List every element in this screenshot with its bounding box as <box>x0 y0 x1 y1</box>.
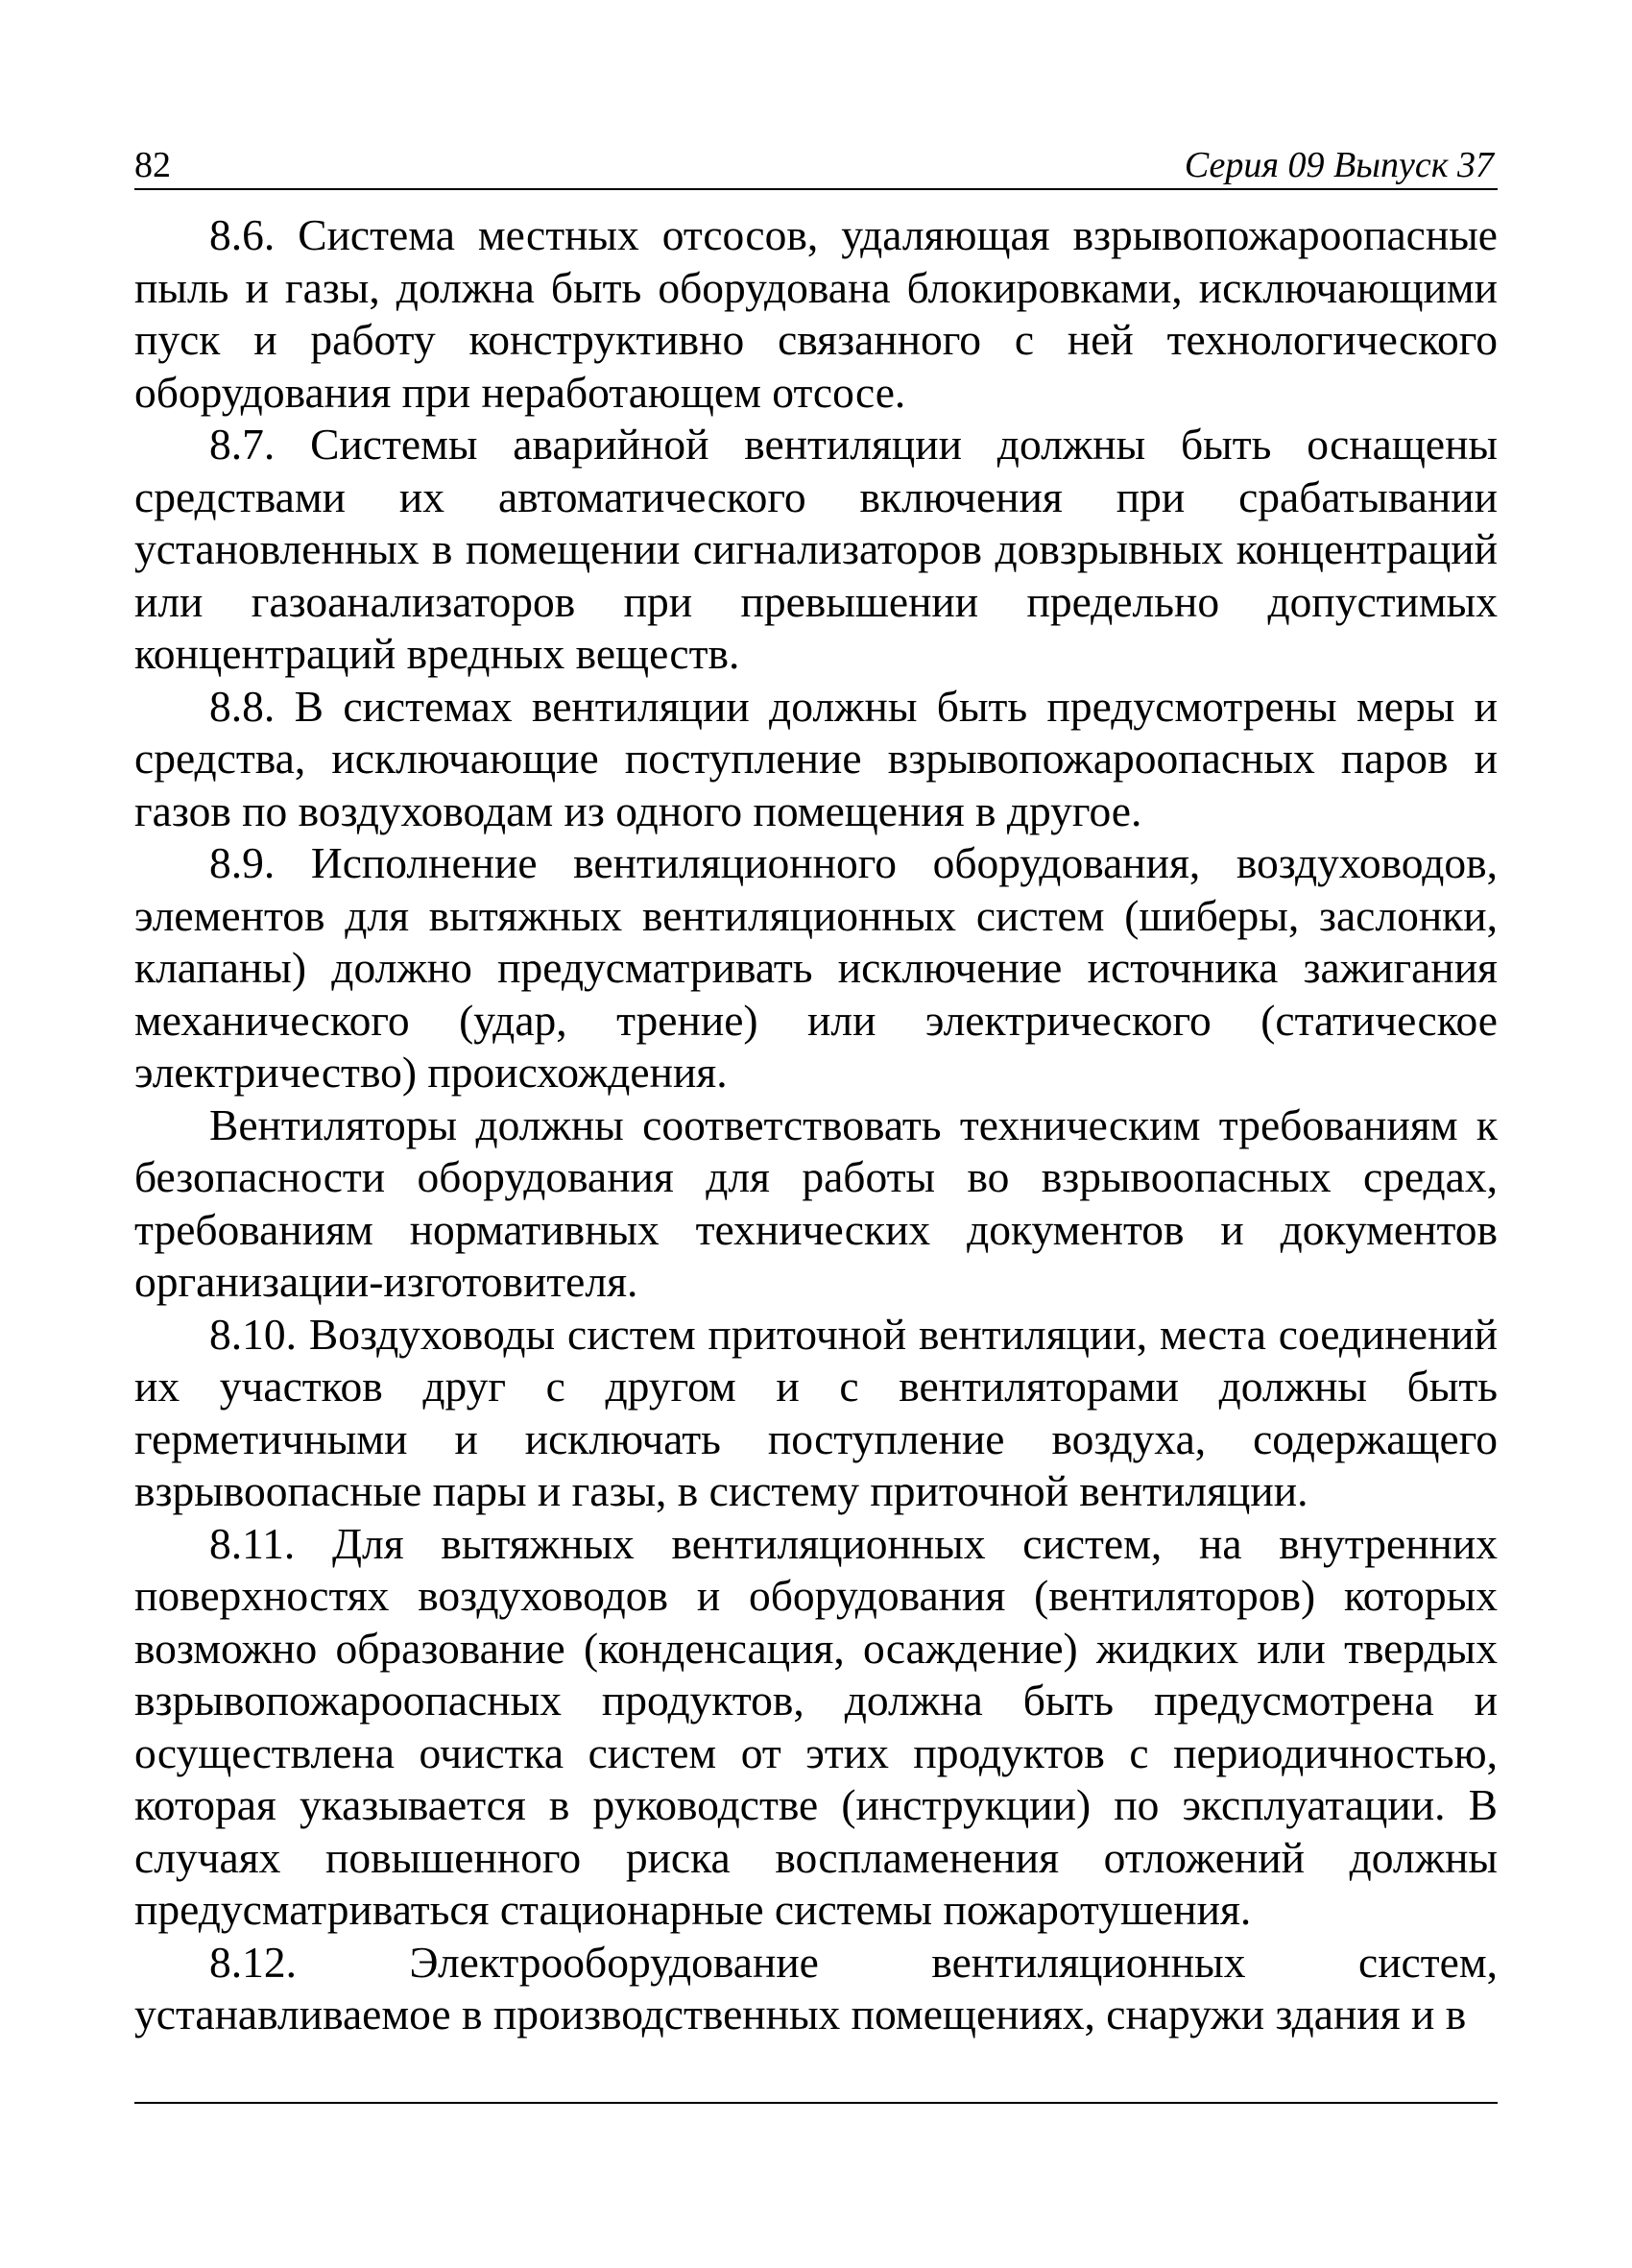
paragraph-8-12: 8.12. Электрооборудование вентиляционных систем, устанавливаемое в производственных помещениях, снаружи здания и в <box>134 1937 1498 2039</box>
paragraph-8-10: 8.10. Воздуховоды систем приточной вентиляции, места соединений их участков друг с другом и с вентиляторами должны быть герметичными и исключать поступление воздуха, содержащего взрывоопасные пары и газы, в систему приточной вентиляции. <box>134 1309 1498 1515</box>
paragraph-8-6: 8.6. Система местных отсосов, удаляющая взрывопожароопасные пыль и газы, должна быть оборудована блокировками, исключающими пуск и работу конструктивно связанного с ней технологического оборудования при неработающем отсосе. <box>134 210 1498 417</box>
bottom-rule <box>134 2102 1498 2104</box>
paragraph-8-8: 8.8. В системах вентиляции должны быть предусмотрены меры и средства, исключающие поступление взрывопожароопасных паров и газов по воздуховодам из одного помещения в другое. <box>134 681 1498 835</box>
paragraph-8-9: 8.9. Исполнение вентиляционного оборудования, воздуховодов, элементов для вытяжных вентиляционных систем (шиберы, заслонки, клапаны) должно предусматривать исключение источника зажигания механического (удар, трение) или электрического (статическое электричество) происхождения. <box>134 838 1498 1097</box>
body-text <box>134 209 1498 2041</box>
running-header <box>134 142 1498 190</box>
series-info: Серия 09 Выпуск 37 <box>1184 145 1494 185</box>
paragraph-8-7: 8.7. Системы аварийной вентиляции должны быть оснащены средствами их автоматического включения при срабатывании установленных в помещении сигнализаторов довзрывных концентраций или газоанализаторов при превышении предельно допустимых концентраций вредных веществ. <box>134 420 1498 678</box>
paragraph-fans: Вентиляторы должны соответствовать техническим требованиям к безопасности оборудования для работы во взрывоопасных средах, требованиям нормативных технических документов и документов организации-изготовителя. <box>134 1099 1498 1306</box>
page-number: 82 <box>134 145 171 185</box>
paragraph-8-11: 8.11. Для вытяжных вентиляционных систем, на внутренних поверхностях воздуховодов и оборудования (вентиляторов) которых возможно образование (конденсация, осаждение) жидких или твердых взрывопожароопасных продуктов, должна быть предусмотрена и осуществлена очистка систем от этих продуктов с периодичностью, которая указывается в руководстве (инструкции) по эксплуатации. В случаях повышенного риска воспламенения отложений должны предусматриваться стационарные системы пожаротушения. <box>134 1518 1498 1934</box>
